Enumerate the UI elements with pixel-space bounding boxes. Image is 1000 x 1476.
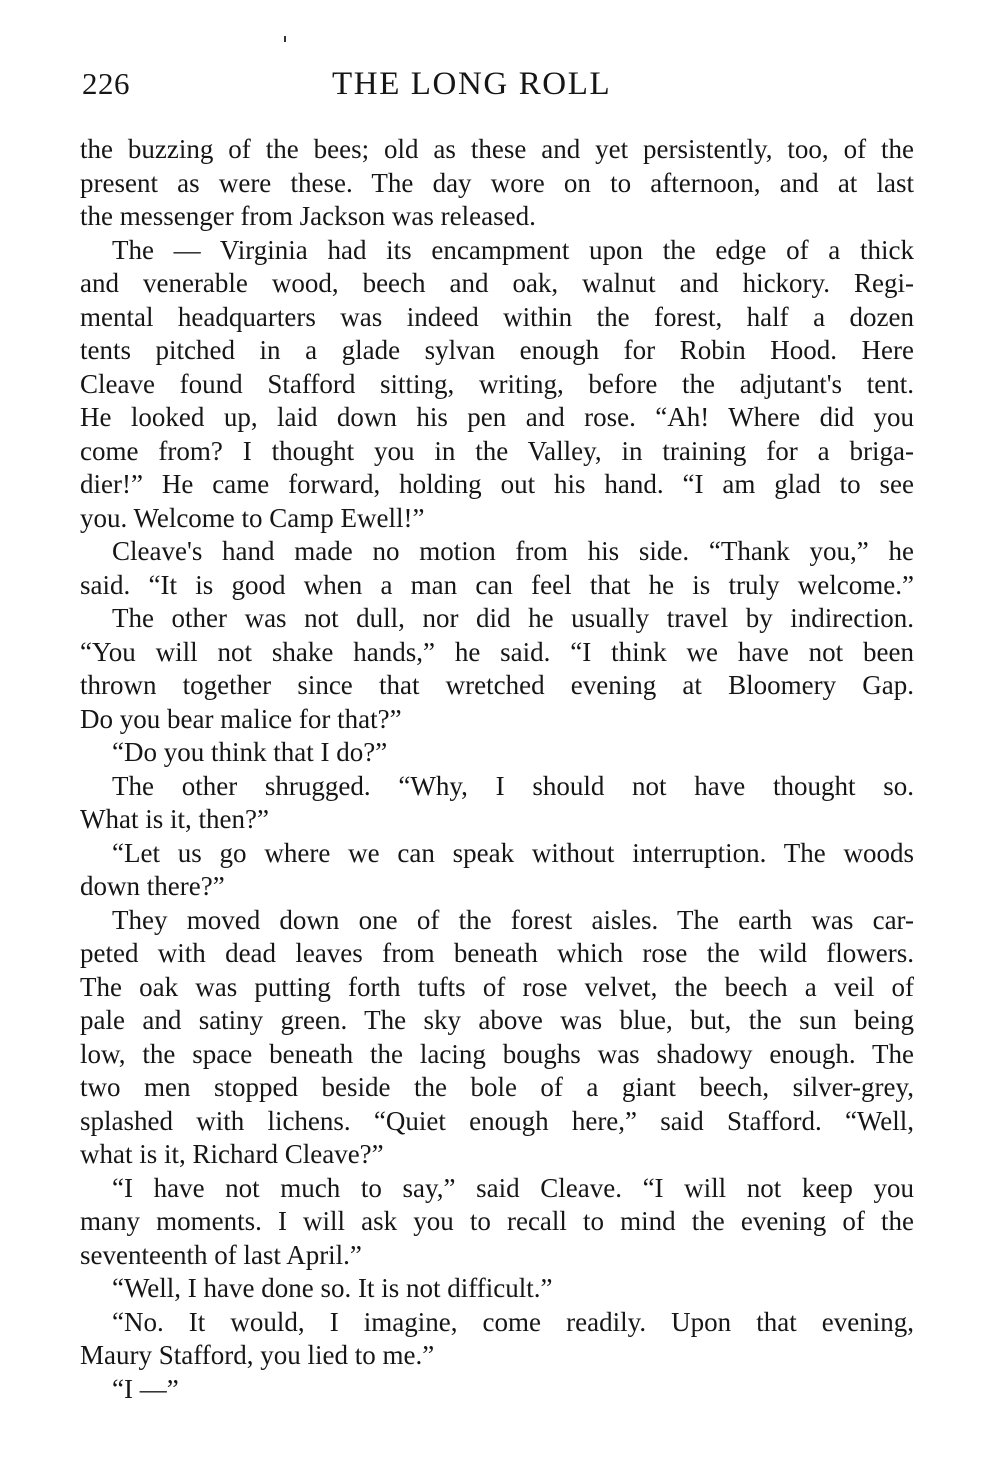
- text-line: you. Welcome to Camp Ewell!”: [80, 502, 425, 533]
- text-line: low, the space beneath the lacing boughs was shadowy enough. The: [80, 1038, 914, 1069]
- text-line: Cleave's hand made no motion from his side. “Thank you,” he: [112, 536, 914, 566]
- text-line: said. “It is good when a man can feel that he is truly welcome.”: [80, 569, 914, 600]
- text-line: splashed with lichens. “Quiet enough here,” said Stafford. “Well,: [80, 1105, 914, 1136]
- text-line: Cleave found Stafford sitting, writing, before the adjutant's tent.: [80, 368, 914, 399]
- page-number: 226: [82, 66, 130, 101]
- text-line: The other was not dull, nor did he usually travel by indirection.: [112, 603, 914, 633]
- text-line: “Let us go where we can speak without interruption. The woods: [112, 837, 914, 868]
- text-line: The other shrugged. “Why, I should not have thought so.: [112, 770, 914, 801]
- text-line: “I —”: [112, 1373, 179, 1404]
- running-title: THE LONG ROLL: [332, 66, 612, 102]
- text-line: Do you bear malice for that?”: [80, 703, 402, 734]
- text-line: many moments. I will ask you to recall to mind the evening of the: [80, 1206, 914, 1236]
- text-line: The oak was putting forth tufts of rose velvet, the beech a veil of: [80, 971, 914, 1002]
- text-line: come from? I thought you in the Valley, in training for a briga-: [80, 435, 914, 466]
- text-line: The — Virginia had its encampment upon the edge of a thick: [112, 234, 914, 265]
- text-line: peted with dead leaves from beneath which rose the wild flowers.: [80, 938, 914, 968]
- text-line: Maury Stafford, you lied to me.”: [80, 1340, 435, 1370]
- text-line: “I have not much to say,” said Cleave. “I will not keep you: [112, 1172, 914, 1203]
- text-line: down there?”: [80, 871, 225, 901]
- text-line: “You will not shake hands,” he said. “I think we have not been: [80, 636, 914, 667]
- text-line: tents pitched in a glade sylvan enough for Robin Hood. Here: [80, 335, 914, 365]
- text-line: present as were these. The day wore on to afternoon, and at last: [80, 167, 914, 198]
- text-line: dier!” He came forward, holding out his hand. “I am glad to see: [80, 469, 914, 499]
- text-line: “Well, I have done so. It is not difficult.”: [112, 1273, 553, 1303]
- text-line: thrown together since that wretched evening at Bloomery Gap.: [80, 670, 914, 700]
- text-line: seventeenth of last April.”: [80, 1239, 362, 1270]
- page-header: [0, 66, 1000, 106]
- text-line: what is it, Richard Cleave?”: [80, 1139, 384, 1169]
- text-line: the buzzing of the bees; old as these and yet persistently, too, of the: [80, 134, 914, 164]
- text-line: two men stopped beside the bole of a giant beech, silver-grey,: [80, 1072, 914, 1102]
- print-speck: [284, 36, 286, 42]
- text-line: pale and satiny green. The sky above was blue, but, the sun being: [80, 1005, 914, 1035]
- text-line: What is it, then?”: [80, 804, 269, 834]
- text-line: He looked up, laid down his pen and rose. “Ah! Where did you: [80, 402, 914, 432]
- text-line: “Do you think that I do?”: [112, 737, 388, 767]
- text-line: They moved down one of the forest aisles. The earth was car-: [112, 904, 914, 935]
- text-line: and venerable wood, beech and oak, walnut and hickory. Regi-: [80, 268, 914, 298]
- body-text: [80, 133, 914, 1406]
- text-line: “No. It would, I imagine, come readily. Upon that evening,: [112, 1306, 914, 1337]
- text-line: mental headquarters was indeed within the forest, half a dozen: [80, 301, 914, 332]
- text-line: the messenger from Jackson was released.: [80, 201, 536, 231]
